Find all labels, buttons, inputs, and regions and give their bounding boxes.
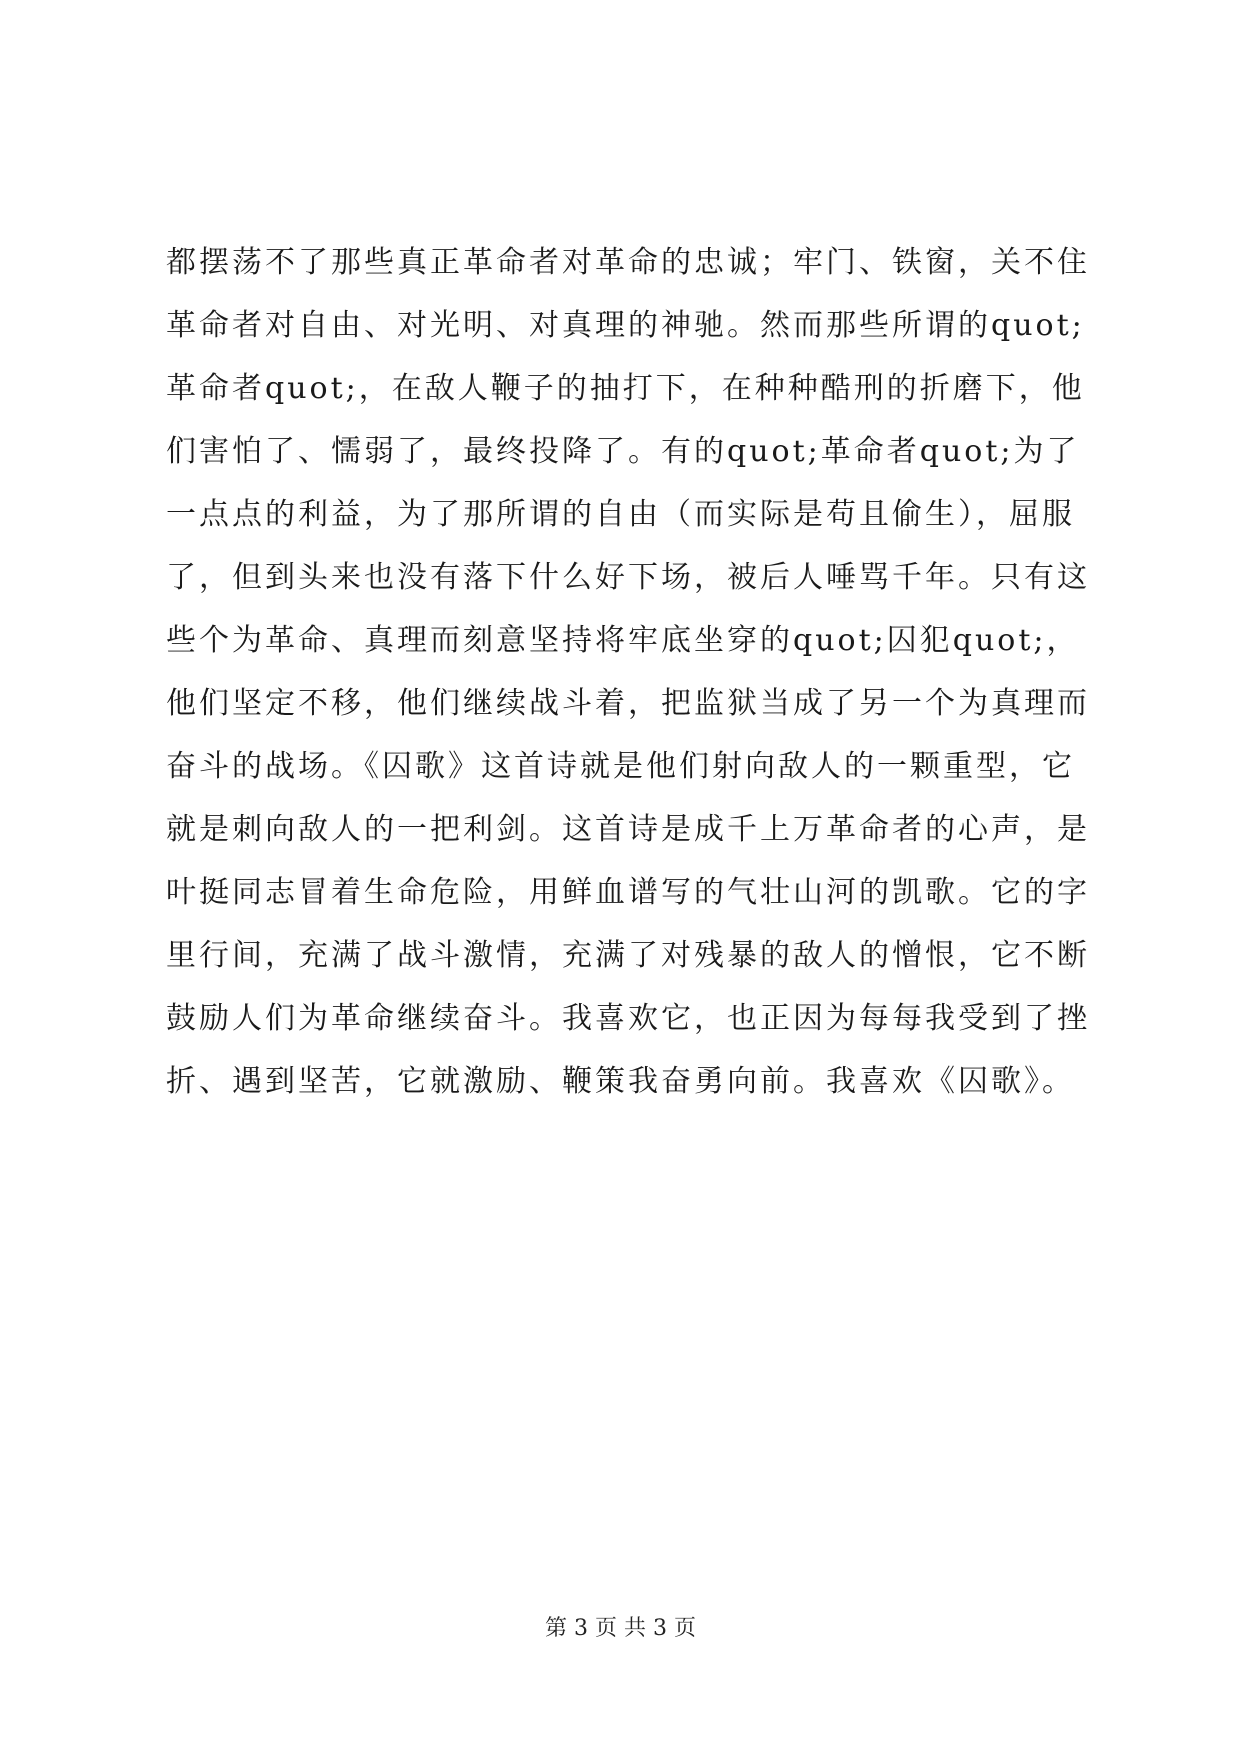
- text-line: 都摆荡不了那些真正革命者对革命的忠诚；牢门、铁窗，关不住: [166, 245, 1090, 280]
- text-line: 奋斗的战场。《囚歌》这首诗就是他们射向敌人的一颗重型，它: [166, 749, 1075, 784]
- text-line: 些个为革命、真理而刻意坚持将牢底坐穿的quot;囚犯quot;，: [166, 623, 1080, 658]
- text-line: 革命者对自由、对光明、对真理的神驰。然而那些所谓的quot;: [166, 308, 1085, 343]
- text-line: 了，但到头来也没有落下什么好下场，被后人唾骂千年。只有这: [166, 560, 1090, 595]
- text-line: 折、遇到坚苦，它就激励、鞭策我奋勇向前。我喜欢《囚歌》。: [166, 1064, 1075, 1099]
- text-line: 叶挺同志冒着生命危险，用鲜血谱写的气壮山河的凯歌。它的字: [166, 875, 1090, 910]
- text-line: 鼓励人们为革命继续奋斗。我喜欢它，也正因为每每我受到了挫: [166, 1001, 1090, 1036]
- text-line: 他们坚定不移，他们继续战斗着，把监狱当成了另一个为真理而: [166, 686, 1090, 721]
- text-line: 革命者quot;，在敌人鞭子的抽打下，在种种酷刑的折磨下，他: [166, 371, 1085, 406]
- text-line: 里行间，充满了战斗激情，充满了对残暴的敌人的憎恨，它不断: [166, 938, 1090, 973]
- page-footer: 第 3 页 共 3 页: [545, 1616, 696, 1641]
- text-line: 们害怕了、懦弱了，最终投降了。有的quot;革命者quot;为了: [166, 434, 1080, 469]
- body-paragraph: [166, 231, 1096, 1113]
- text-line: 就是刺向敌人的一把利剑。这首诗是成千上万革命者的心声，是: [166, 812, 1090, 847]
- text-line: 一点点的利益，为了那所谓的自由（而实际是苟且偷生），屈服: [166, 497, 1075, 532]
